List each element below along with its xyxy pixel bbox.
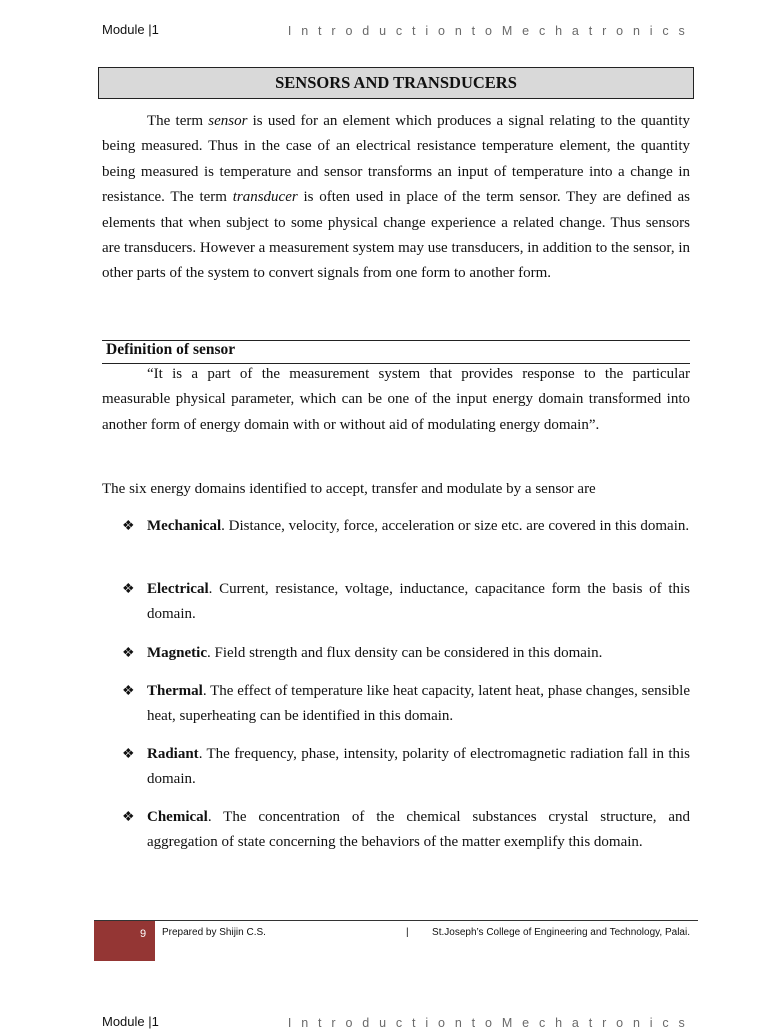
section-heading: Definition of sensor <box>106 341 236 358</box>
list-item <box>147 641 690 666</box>
sensor-term: sensor <box>208 113 248 129</box>
list-item <box>147 679 690 730</box>
bullet-icon: ❖ <box>122 646 135 661</box>
domain-name: Thermal <box>147 683 203 699</box>
list-item <box>147 742 690 793</box>
footer-separator: | <box>406 927 409 938</box>
next-page-course-title: I n t r o d u c t i o n t o M e c h a t r o n i c s <box>287 1016 688 1030</box>
bullet-icon: ❖ <box>122 684 135 699</box>
intro-text-3: is often used in place of the term sensor. They are defined as elements that when subject to some physical change experience a related change. Thus sensors are transducers. However a measurement system may use transducers, in addition to the sensor, in other parts of the system to convert signals from one form to another form. <box>102 189 690 282</box>
course-title: I n t r o d u c t i o n t o M e c h a t r o n i c s <box>287 24 688 38</box>
bullet-icon: ❖ <box>122 582 135 597</box>
college-name: St.Joseph’s College of Engineering and Technology, Palai. <box>432 927 690 938</box>
domain-text: . Distance, velocity, force, acceleration or size etc. are covered in this domain. <box>221 518 690 534</box>
domain-name: Chemical <box>147 809 208 825</box>
footer-page-block <box>94 921 155 961</box>
domain-name: Mechanical <box>147 518 222 534</box>
next-page-module-label: Module |1 <box>102 1014 159 1029</box>
domain-text: . The effect of temperature like heat capacity, latent heat, phase changes, sensible heat, superheating can be identified in this domain. <box>147 683 690 725</box>
list-item <box>147 514 690 539</box>
bullet-icon: ❖ <box>122 747 135 762</box>
page-number: 9 <box>140 928 147 940</box>
definition-quote: “It is a part of the measurement system that provides response to the particular measurable physical parameter, which can be one of the input energy domain transformed into another form of energy domain with or without aid of modulating energy domain”. <box>102 366 690 433</box>
domain-name: Magnetic <box>147 645 207 661</box>
page-title: SENSORS AND TRANSDUCERS <box>98 67 694 99</box>
bullet-icon: ❖ <box>122 810 135 825</box>
domain-name: Electrical <box>147 581 209 597</box>
domain-name: Radiant <box>147 746 199 762</box>
intro-text-1: The term <box>147 113 209 129</box>
intro-text-2: is used for an element which produces a signal relating to the quantity being measured. Thus in the case of an electrical resistance temperature element, the quantity being measured is temperature and sensor transforms an input of temperature into a change in resistance. The term <box>102 113 690 206</box>
list-item <box>147 577 690 628</box>
transducer-term: transducer <box>232 189 298 206</box>
footer-rule <box>94 920 698 921</box>
module-label: Module |1 <box>102 22 159 37</box>
domain-text: . Field strength and flux density can be considered in this domain. <box>206 645 603 661</box>
list-item <box>147 805 690 856</box>
domain-text: . The concentration of the chemical substances crystal structure, and aggregation of state concerning the behaviors of the matter exemplify this domain. <box>147 809 690 851</box>
domain-text: . Current, resistance, voltage, inductance, capacitance form the basis of this domain. <box>147 581 690 623</box>
prepared-by: Prepared by Shijin C.S. <box>162 927 266 938</box>
intro-paragraph <box>102 109 690 287</box>
bullet-icon: ❖ <box>122 519 135 534</box>
domains-intro: The six energy domains identified to accept, transfer and modulate by a sensor are <box>102 481 596 497</box>
domain-text: . The frequency, phase, intensity, polarity of electromagnetic radiation fall in this domain. <box>147 746 690 788</box>
